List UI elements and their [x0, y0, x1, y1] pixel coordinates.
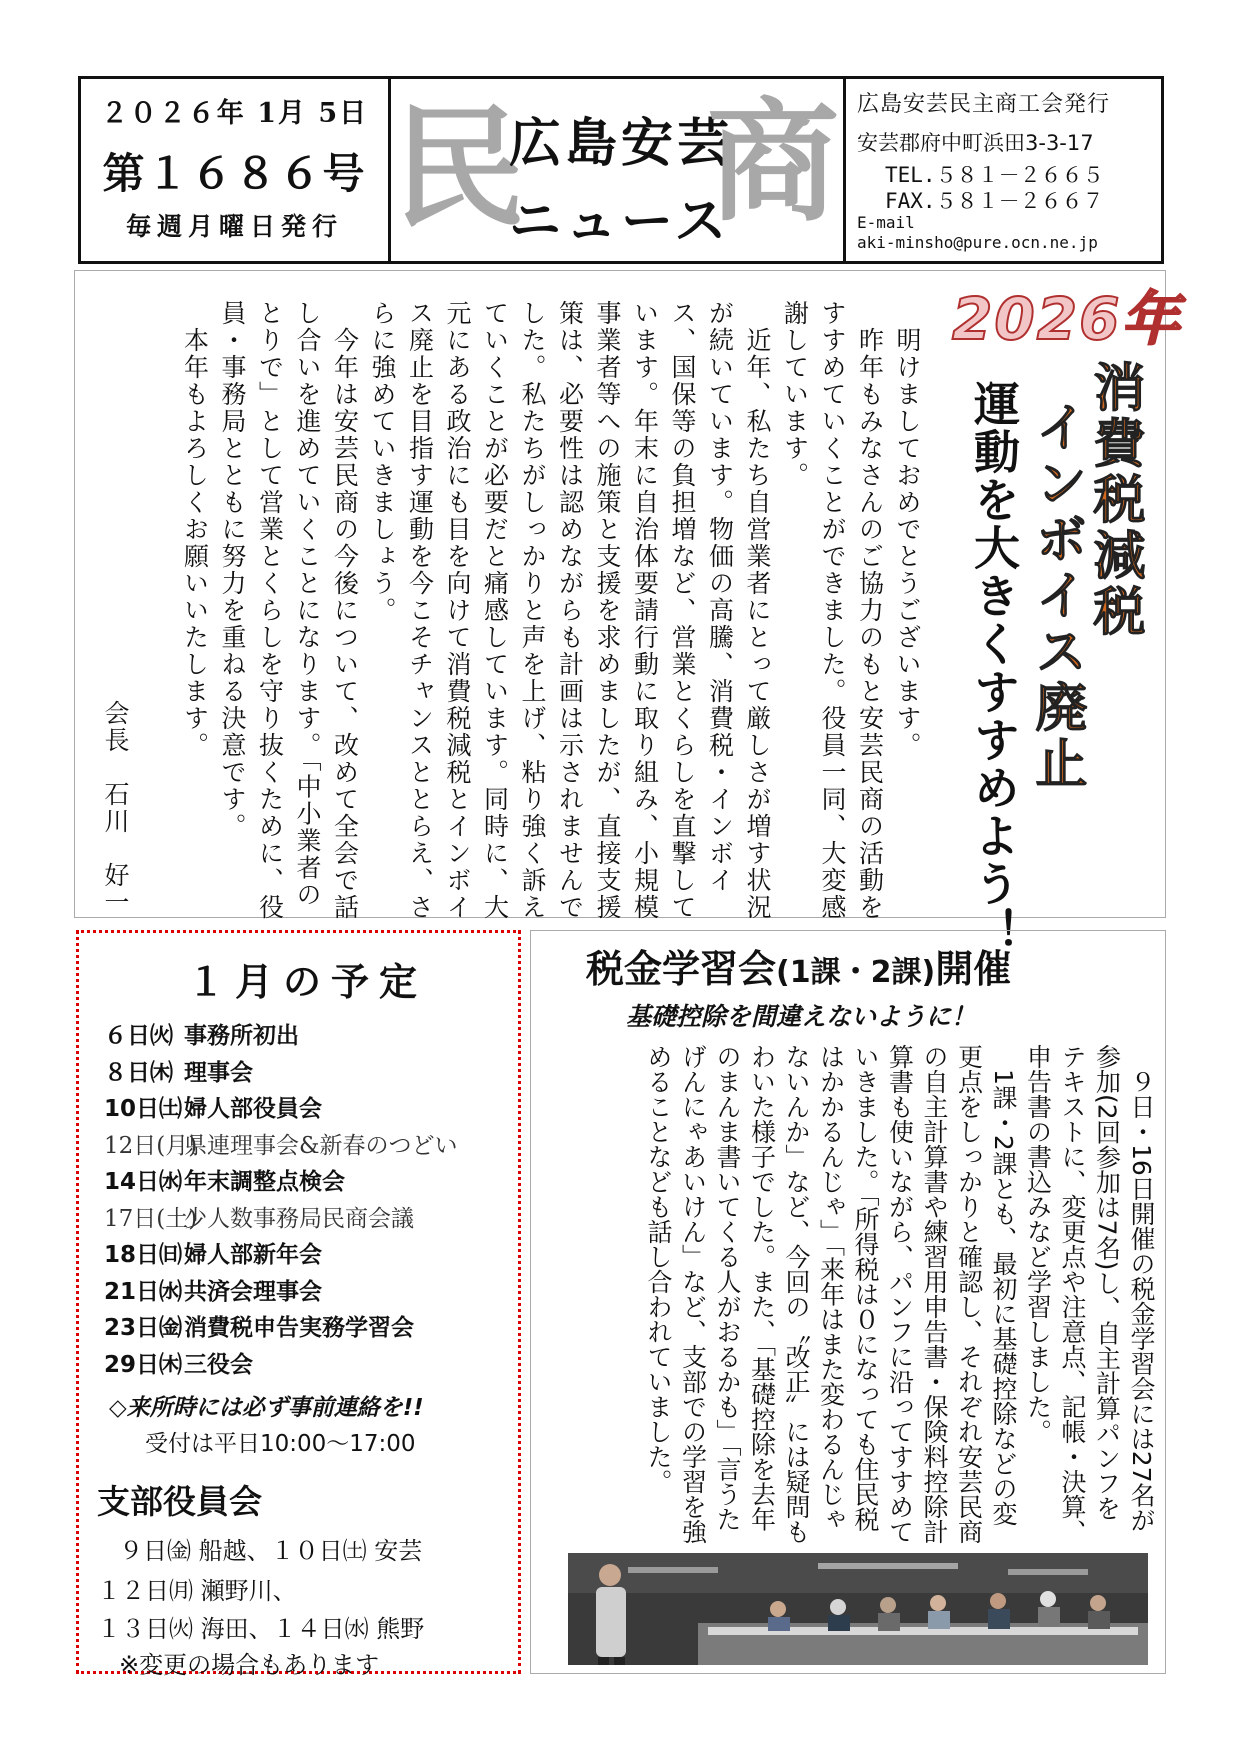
greeting-column: すすめていくことができました。役員一同、大変感 — [818, 300, 847, 921]
schedule-item — [104, 1273, 322, 1306]
tax-study-column: ９日・16日開催の税金学習会には27名が — [1127, 1044, 1156, 1533]
tax-study-column: 参加(2回参加は7名)し、自主計算パンフを — [1092, 1044, 1122, 1521]
tax-study-title — [586, 938, 1011, 993]
greeting-column: らに強めていきましょう。 — [368, 300, 397, 624]
headline-movement: 運動を大きくすすめよう！ — [967, 380, 1021, 956]
schedule-date: 10日㈯ — [104, 1096, 183, 1122]
tax-study-column: いきました。「所得税は０になっても住民税 — [851, 1044, 880, 1532]
headline-invoice-abolish: インボイス廃止 — [1026, 400, 1086, 792]
schedule-item — [104, 1200, 414, 1233]
greeting-column: が続いています。物価の高騰、消費税・インボイ — [705, 300, 735, 894]
greeting-column: 本年もよろしくお願いいたします。 — [180, 300, 210, 759]
address: 安芸郡府中町浜田3-3-17 — [857, 131, 1094, 155]
schedule-item — [104, 1346, 253, 1379]
tax-study-column: げんにゃあいけん」など、支部での学習を強 — [678, 1044, 708, 1544]
tax-study-column: テキストに、変更点や注意点、記帳・決算、 — [1058, 1044, 1087, 1544]
schedule-date: ６日㈫ — [104, 1023, 173, 1049]
greeting-column: し合いを進めていくことになります。「中小業者の — [293, 300, 322, 909]
branch-meeting-line: １３日㈫ 海田、１４日㈬ 熊野 — [97, 1615, 425, 1643]
issue-number: 第１６８６号 — [102, 149, 367, 198]
study-session-photo — [568, 1553, 1148, 1665]
schedule-date: 17日(土) — [104, 1205, 198, 1232]
greeting-column: ス、国保等の負担増など、営業とくらしを直撃して — [668, 300, 697, 921]
schedule-date: ８日㈭ — [104, 1059, 173, 1086]
issue-date: ２０２６年 1月 5日 — [100, 98, 369, 129]
tax-study-title-main: 税金学習会 — [586, 947, 777, 991]
greeting-column: 元にある政治にも目を向けて消費税減税とインボイ — [443, 300, 472, 921]
schedule-event: 婦人部新年会 — [184, 1242, 322, 1268]
schedule-event: 三役会 — [184, 1351, 253, 1378]
greeting-column: 明けましておめでとうございます。 — [893, 300, 922, 759]
schedule-event: 共済会理事会 — [184, 1278, 322, 1305]
schedule-date: 14日㈬ — [104, 1169, 183, 1195]
tax-study-column: 算書も使いながら、パンフに沿ってすすめて — [885, 1044, 915, 1544]
phone-number: TEL.５８１－２６６５ — [885, 163, 1104, 187]
greeting-column: います。年末に自治体要請行動に取り組み、小規模 — [630, 300, 660, 921]
logo-char-min: 民 — [393, 92, 525, 246]
masthead — [78, 76, 1164, 264]
tax-study-column: はかかるんじゃ」「来年はまた変わるんじゃ — [816, 1044, 846, 1532]
logo-char-sho: 商 — [707, 86, 839, 240]
schedule-item — [104, 1236, 322, 1269]
schedule-event: 県連理事会&新春のつどい — [184, 1132, 458, 1159]
study-session-photo-illustration — [568, 1553, 1148, 1665]
schedule-date: 12日(月) — [104, 1132, 198, 1159]
tax-study-title-paren: (1課・2課) — [776, 955, 936, 990]
greeting-column: 今年は安芸民商の今後について、改めて全会で話 — [330, 300, 360, 921]
tax-study-column: の自主計算書や練習用申告書・保険料控除計 — [920, 1044, 949, 1544]
visit-notice: ◇来所時には必ず事前連絡を!! — [109, 1395, 424, 1421]
greeting-column: 事業者等への施策と支援を求めましたが、直接支援 — [593, 300, 622, 921]
newsletter-title-line1: 広島安芸 — [509, 114, 734, 174]
office-hours: 受付は平日10:00～17:00 — [145, 1431, 416, 1457]
greeting-column: とりで」として営業とくらしを守り抜くために、役 — [255, 300, 285, 921]
publisher: 広島安芸民主商工会発行 — [857, 92, 1111, 117]
tax-study-column: 申告書の書込みなど学習しました。 — [1023, 1044, 1053, 1444]
masthead-divider — [388, 79, 391, 261]
schedule-date: 18日㈰ — [104, 1242, 183, 1268]
branch-meeting-line: １２日㈪ 瀬野川、 — [97, 1577, 297, 1605]
fax-number: FAX.５８１－２６６７ — [885, 189, 1104, 213]
schedule-item — [104, 1127, 457, 1160]
tax-study-column: めることなども話し合われていました。 — [644, 1044, 673, 1494]
masthead-divider — [843, 79, 846, 261]
email-label: E-mail — [857, 213, 915, 232]
tax-study-column: わいた様子でした。また、「基礎控除を去年 — [747, 1044, 777, 1532]
schedule-event: 年末調整点検会 — [184, 1169, 345, 1195]
tax-study-title-end: 開催 — [935, 947, 1012, 991]
schedule-event: 事務所初出 — [184, 1023, 299, 1049]
year-banner: 2026年 — [952, 285, 1182, 353]
greeting-column: 策は、必要性は認めながらも計画は示されませんで — [555, 300, 585, 921]
greeting-column: 謝しています。 — [780, 300, 810, 489]
branch-meeting-line: ９日㈮ 船越、１０日㈯ 安芸 — [119, 1537, 423, 1565]
tax-study-column: のまんま書いてくる人がおるかも」「言うた — [713, 1044, 742, 1532]
email-address: aki-minsho@pure.ocn.ne.jp — [857, 233, 1098, 252]
schedule-item — [104, 1054, 253, 1087]
schedule-item — [104, 1163, 345, 1196]
branch-meeting-title: 支部役員会 — [97, 1482, 262, 1521]
tax-study-column: 1課・2課とも、最初に基礎控除などの変 — [989, 1044, 1018, 1526]
schedule-event: 消費税申告実務学習会 — [184, 1315, 414, 1341]
greeting-column: ス廃止を目指す運動を今こそチャンスととらえ、さ — [405, 300, 435, 921]
schedule-event: 少人数事務局民商会議 — [184, 1205, 414, 1232]
schedule-date: 23日㈮ — [104, 1315, 183, 1341]
schedule-item — [104, 1017, 299, 1050]
tax-study-column: ないんか」など、今回の〝改正〟には疑問も — [782, 1044, 811, 1544]
greeting-column: した。私たちがしっかりと声を上げ、粘り強く訴え — [518, 300, 547, 921]
tax-study-column: 更点をしっかりと確認し、それぞれ安芸民商 — [954, 1044, 984, 1544]
greeting-column: 員・事務局とともに努力を重ねる決意です。 — [218, 300, 247, 840]
schedule-event: 婦人部役員会 — [184, 1096, 322, 1122]
greeting-column: 昨年もみなさんのご協力のもと安芸民商の活動を — [855, 300, 885, 921]
publication-frequency: 毎週月曜日発行 — [125, 212, 343, 241]
headline-tax-cut: 消費税減税 — [1084, 360, 1144, 640]
schedule-date: 29日㈭ — [104, 1351, 183, 1378]
schedule-date: 21日㈬ — [104, 1278, 183, 1305]
schedule-event: 理事会 — [184, 1059, 253, 1086]
schedule-item — [104, 1090, 322, 1123]
greeting-column: 近年、私たち自営業者にとって厳しさが増す状況 — [743, 300, 772, 921]
schedule-title: １月の予定 — [187, 960, 428, 1004]
schedule-section — [76, 930, 521, 1679]
schedule-item — [104, 1309, 414, 1342]
tax-study-subtitle: 基礎控除を間違えないように！ — [626, 1002, 977, 1031]
greeting-column: ていくことが必要だと痛感しています。同時に、大 — [480, 300, 510, 921]
branch-change-note: ※変更の場合もあります — [119, 1651, 380, 1679]
newsletter-title-line2: ニュース — [509, 192, 731, 252]
signature: 会長 石川 好一 — [101, 700, 130, 916]
